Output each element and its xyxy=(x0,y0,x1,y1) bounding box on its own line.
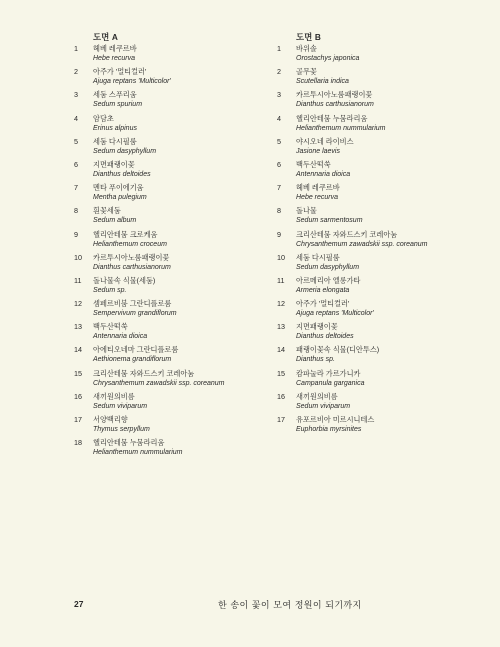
entry-number: 6 xyxy=(74,159,78,169)
plant-entry xyxy=(277,415,477,438)
entry-number: 17 xyxy=(277,415,285,424)
entry-number: 12 xyxy=(74,299,82,309)
plant-latin-name: Jasione laevis xyxy=(296,147,340,155)
plant-entry xyxy=(74,438,274,461)
plant-latin-name: Sedum dasyphyllum xyxy=(296,263,360,271)
entry-number: 1 xyxy=(277,44,281,53)
plant-korean-name: 지면패랭이꽃 xyxy=(93,159,135,169)
plant-entry xyxy=(74,230,274,253)
plant-latin-name: Sedum album xyxy=(93,217,137,225)
entry-number: 3 xyxy=(74,90,78,100)
plant-entry xyxy=(277,183,477,206)
plan-a-title: 도면 A xyxy=(93,32,119,42)
entry-number: 7 xyxy=(277,183,281,193)
plant-entry xyxy=(277,345,477,368)
plant-latin-name: Chrysanthemum zawadskii ssp. coreanum xyxy=(296,240,428,248)
plan-a-column xyxy=(74,30,274,461)
plant-korean-name: 카르투시아노룸패랭이꽃 xyxy=(93,252,170,262)
plant-korean-name: 돌나물속 식물(세둠) xyxy=(93,275,156,285)
plant-korean-name: 새끼원의비름 xyxy=(93,391,135,401)
plant-latin-name: Mentha pulegium xyxy=(93,194,147,202)
plant-latin-name: Erinus alpinus xyxy=(93,124,137,132)
plant-latin-name: Dianthus deltoides xyxy=(93,170,151,178)
plant-entry xyxy=(74,206,274,229)
plant-entry xyxy=(277,299,477,322)
entry-number: 9 xyxy=(277,229,281,239)
plant-korean-name: 헤베 레쿠르바 xyxy=(93,44,137,53)
plant-entry xyxy=(74,253,274,276)
plant-entry xyxy=(277,230,477,253)
plant-entry xyxy=(74,276,274,299)
plant-entry xyxy=(74,114,274,137)
plant-korean-name: 캄파눌라 가르가니카 xyxy=(296,368,361,378)
plant-korean-name: 세둠 다시필룸 xyxy=(296,252,340,262)
plant-entry xyxy=(74,183,274,206)
plant-latin-name: Aethionema grandiflorum xyxy=(93,356,172,364)
entry-number: 15 xyxy=(74,368,82,378)
plant-korean-name: 세둠 스푸리움 xyxy=(93,90,137,100)
plant-latin-name: Antennaria dioica xyxy=(93,333,148,341)
plant-latin-name: Euphorbia myrsinites xyxy=(296,426,362,433)
plant-korean-name: 크리산테뭄 자와드스키 코레아눔 xyxy=(296,229,398,239)
entry-number: 14 xyxy=(277,345,285,355)
plant-korean-name: 아에티오네마 그란디플로룸 xyxy=(93,345,179,355)
plant-entry xyxy=(277,160,477,183)
entry-number: 16 xyxy=(277,391,285,401)
plant-korean-name: 돌나물 xyxy=(296,206,317,216)
plant-entry xyxy=(277,137,477,160)
entry-number: 7 xyxy=(74,183,78,193)
plant-latin-name: Dianthus carthusianorum xyxy=(296,101,374,109)
plant-korean-name: 지면패랭이꽃 xyxy=(296,322,338,332)
plant-korean-name: 백두산떡쑥 xyxy=(296,159,331,169)
plan-a-entry-list xyxy=(74,44,274,461)
plant-korean-name: 아르메리아 엘롱가타 xyxy=(296,275,361,285)
plant-entry xyxy=(277,114,477,137)
plant-entry xyxy=(74,44,274,67)
plant-korean-name: 아주가 '멀티컬러' xyxy=(296,299,350,309)
plant-entry xyxy=(277,90,477,113)
plant-entry xyxy=(74,392,274,415)
plant-entry xyxy=(74,90,274,113)
plan-b-title: 도면 B xyxy=(296,32,322,42)
plant-korean-name: 헬리안테뭄 누뭄라리움 xyxy=(93,438,165,448)
entry-number: 12 xyxy=(277,299,285,309)
plant-korean-name: 멘타 푸이에기움 xyxy=(93,183,144,193)
entry-number: 10 xyxy=(277,252,285,262)
plant-entry xyxy=(277,392,477,415)
plant-latin-name: Thymus serpyllum xyxy=(93,426,150,433)
plant-entry xyxy=(277,369,477,392)
plant-entry xyxy=(74,369,274,392)
plant-latin-name: Sedum spurium xyxy=(93,101,143,109)
entry-number: 14 xyxy=(74,345,82,355)
entry-number: 10 xyxy=(74,252,82,262)
plant-korean-name: 암담초 xyxy=(93,113,114,123)
plant-entry xyxy=(74,299,274,322)
plant-entry xyxy=(277,253,477,276)
plant-korean-name: 패랭이꽃속 식물(디안투스) xyxy=(296,345,380,355)
plant-korean-name: 흰꽃세둠 xyxy=(93,206,121,216)
plant-entry xyxy=(277,322,477,345)
entry-number: 1 xyxy=(74,44,78,53)
plant-korean-name: 셈페르비붐 그란디플로룸 xyxy=(93,299,172,309)
plant-entry xyxy=(277,206,477,229)
plant-entry xyxy=(277,44,477,67)
plant-korean-name: 새끼원의비름 xyxy=(296,391,338,401)
plan-b-entry-list xyxy=(277,44,477,438)
entry-number: 4 xyxy=(74,113,78,123)
book-title: 한 송이 꽃이 모여 정원이 되기까지 xyxy=(218,601,362,611)
plant-latin-name: Sedum sarmentosum xyxy=(296,217,363,225)
plant-latin-name: Helianthemum croceum xyxy=(93,240,167,248)
plant-latin-name: Hebe recurva xyxy=(93,55,136,62)
plant-latin-name: Campanula garganica xyxy=(296,379,365,387)
entry-number: 15 xyxy=(277,368,285,378)
plant-korean-name: 바위솔 xyxy=(296,44,317,53)
entry-number: 17 xyxy=(74,415,82,424)
plant-latin-name: Orostachys japonica xyxy=(296,55,360,62)
plant-latin-name: Dianthus sp. xyxy=(296,356,335,364)
plant-korean-name: 유포르비아 미르시니테스 xyxy=(296,415,375,424)
plant-latin-name: Helianthemum nummularium xyxy=(93,449,183,457)
plant-korean-name: 아주가 '멀티컬러' xyxy=(93,67,147,77)
plant-korean-name: 헬리안테뭄 크로케움 xyxy=(93,229,158,239)
plant-korean-name: 카르투시아노룸패랭이꽃 xyxy=(296,90,373,100)
plant-entry xyxy=(74,137,274,160)
entry-number: 13 xyxy=(74,322,82,332)
plant-latin-name: Sedum sp. xyxy=(93,286,127,294)
plant-korean-name: 헤베 레쿠르바 xyxy=(296,183,340,193)
entry-number: 5 xyxy=(74,136,78,146)
entry-number: 8 xyxy=(277,206,281,216)
entry-number: 6 xyxy=(277,159,281,169)
plant-entry xyxy=(277,67,477,90)
plant-latin-name: Helianthemum nummularium xyxy=(296,124,386,132)
plant-latin-name: Chrysanthemum zawadskii ssp. coreanum xyxy=(93,379,225,387)
plant-korean-name: 세둠 다시필룸 xyxy=(93,136,137,146)
entry-number: 4 xyxy=(277,113,281,123)
plant-latin-name: Sedum viviparum xyxy=(93,402,148,410)
page-number: 27 xyxy=(74,599,84,609)
plant-latin-name: Dianthus carthusianorum xyxy=(93,263,171,271)
entry-number: 5 xyxy=(277,136,281,146)
plant-korean-name: 골무꽃 xyxy=(296,67,317,77)
plant-korean-name: 헬리안테뭄 누뭄라리움 xyxy=(296,113,368,123)
entry-number: 13 xyxy=(277,322,285,332)
plant-entry xyxy=(74,67,274,90)
entry-number: 3 xyxy=(277,90,281,100)
plant-korean-name: 서양백리향 xyxy=(93,415,128,424)
plant-latin-name: Scutellaria indica xyxy=(296,78,349,86)
plant-korean-name: 야시오네 라이비스 xyxy=(296,136,354,146)
plant-korean-name: 크리산테뭄 자와드스키 코레아눔 xyxy=(93,368,195,378)
entry-number: 2 xyxy=(74,67,78,77)
plant-entry xyxy=(74,345,274,368)
entry-number: 18 xyxy=(74,438,82,448)
plant-latin-name: Sempervivum grandiflorum xyxy=(93,310,177,318)
entry-number: 16 xyxy=(74,391,82,401)
plant-latin-name: Dianthus deltoides xyxy=(296,333,354,341)
plant-latin-name: Sedum dasyphyllum xyxy=(93,147,157,155)
entry-number: 11 xyxy=(74,275,82,285)
plant-latin-name: Ajuga reptans 'Multicolor' xyxy=(296,310,374,318)
plant-latin-name: Ajuga reptans 'Multicolor' xyxy=(93,78,171,86)
plant-entry xyxy=(74,322,274,345)
plant-latin-name: Antennaria dioica xyxy=(296,170,351,178)
plant-korean-name: 백두산떡쑥 xyxy=(93,322,128,332)
entry-number: 9 xyxy=(74,229,78,239)
plan-b-column xyxy=(277,30,477,438)
entry-number: 11 xyxy=(277,275,285,285)
plant-latin-name: Hebe recurva xyxy=(296,194,339,202)
plant-latin-name: Armeria elongata xyxy=(296,286,350,294)
plant-entry xyxy=(277,276,477,299)
plant-latin-name: Sedum viviparum xyxy=(296,402,351,410)
entry-number: 8 xyxy=(74,206,78,216)
plant-entry xyxy=(74,160,274,183)
plant-entry xyxy=(74,415,274,438)
entry-number: 2 xyxy=(277,67,281,77)
